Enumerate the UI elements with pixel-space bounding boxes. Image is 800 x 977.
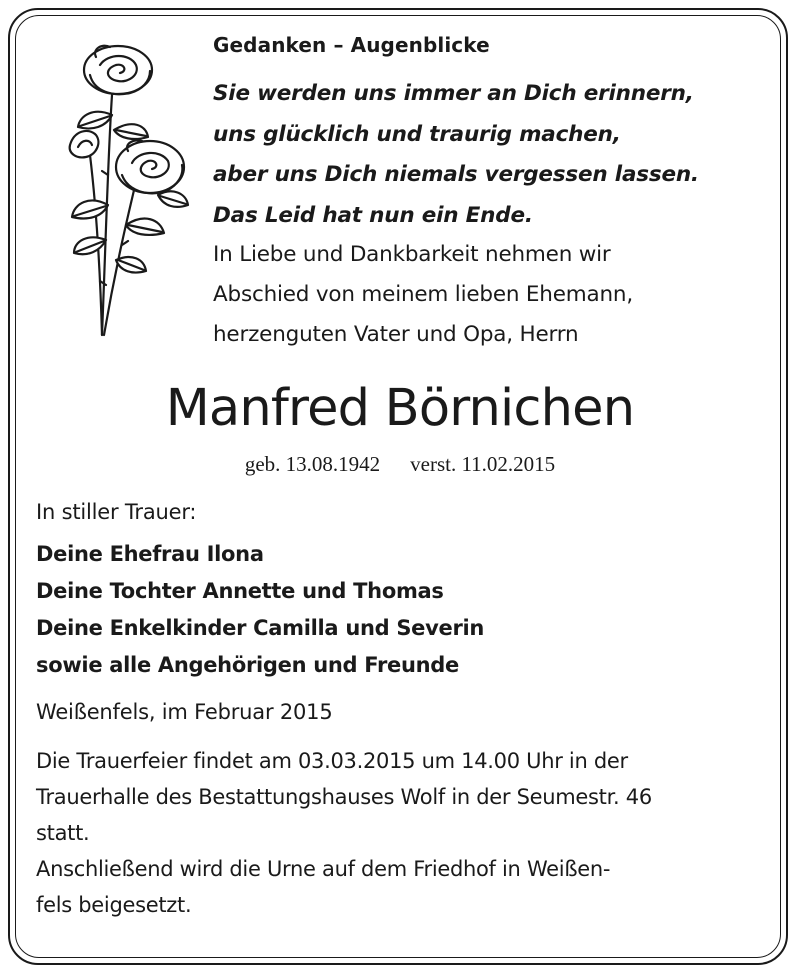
intro-text bbox=[213, 235, 633, 355]
life-dates bbox=[0, 452, 800, 477]
mourner-line: sowie alle Angehörigen und Freunde bbox=[36, 653, 459, 677]
poem-line: Das Leid hat nun ein Ende. bbox=[213, 202, 533, 228]
rose-icon bbox=[30, 35, 190, 345]
mourner-line: Deine Ehefrau Ilona bbox=[36, 542, 264, 566]
heading: Gedanken – Augenblicke bbox=[213, 33, 490, 57]
poem-line: aber uns Dich niemals vergessen lassen. bbox=[213, 162, 699, 187]
mourner-line: Deine Enkelkinder Camilla und Severin bbox=[36, 616, 485, 640]
ceremony-info bbox=[36, 743, 652, 923]
ceremony-line: Die Trauerfeier findet am 03.03.2015 um 14.00 Uhr in der bbox=[36, 749, 628, 773]
ceremony-line: Anschließend wird die Urne auf dem Friedhof in Weißen- bbox=[36, 857, 611, 881]
intro-line: Abschied von meinem lieben Ehemann, bbox=[213, 282, 633, 307]
poem-line: Sie werden uns immer an Dich erinnern, bbox=[213, 81, 694, 106]
birth-date: geb. 13.08.1942 bbox=[244, 452, 381, 476]
mourner-line: Deine Tochter Annette und Thomas bbox=[36, 579, 444, 603]
ceremony-line: Trauerhalle des Bestattungshauses Wolf in der Seumestr. 46 bbox=[36, 785, 652, 809]
place-date: Weißenfels, im Februar 2015 bbox=[36, 700, 333, 724]
ceremony-line: statt. bbox=[36, 821, 90, 845]
intro-line: In Liebe und Dankbarkeit nehmen wir bbox=[213, 242, 611, 267]
deceased-name: Manfred Börnichen bbox=[165, 379, 635, 438]
mourning-label: In stiller Trauer: bbox=[36, 500, 197, 524]
intro-line: herzenguten Vater und Opa, Herrn bbox=[213, 322, 579, 347]
ceremony-line: fels beigesetzt. bbox=[36, 893, 192, 917]
poem-line: uns glücklich und traurig machen, bbox=[213, 121, 621, 147]
death-date: verst. 11.02.2015 bbox=[410, 452, 556, 476]
mourners-list bbox=[36, 536, 484, 684]
poem bbox=[213, 74, 699, 236]
